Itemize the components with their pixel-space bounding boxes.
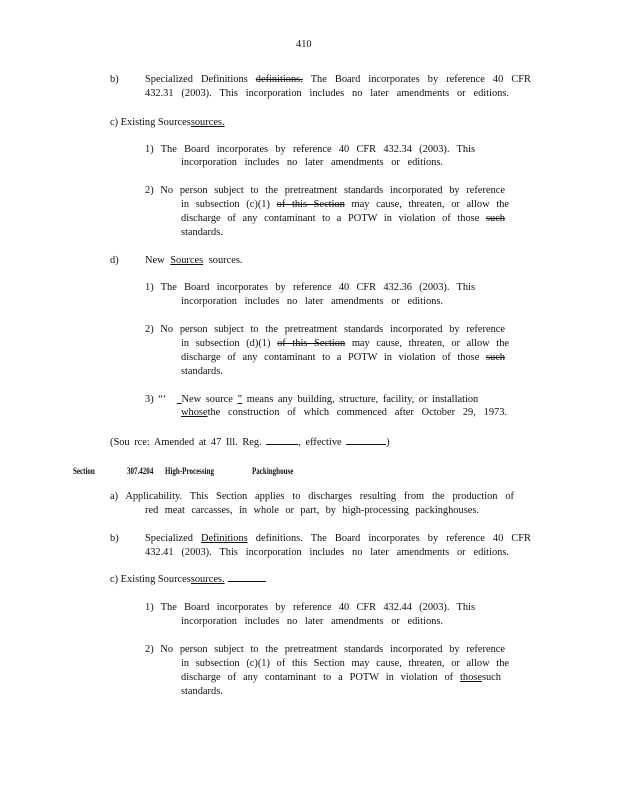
d1-p2-text-b: may cause, threaten, or allow the <box>351 338 510 349</box>
d1-p3-quote-open: 3) “‘ <box>145 394 167 405</box>
b1-line1 <box>145 73 531 87</box>
c1-p2-deleted-such: such <box>485 213 505 224</box>
d1-heading-text-b: sources. <box>208 255 243 266</box>
d1-p2-deleted-text: of this Section <box>277 338 346 349</box>
b1-line2: 432.31 (2003). This incorporation includes no later amendments or editions. <box>145 88 509 99</box>
section-heading-title-a: High-Processing <box>165 466 215 476</box>
b1-label: b) <box>110 74 119 85</box>
section-heading-number: 307.4204 <box>127 466 154 476</box>
page-number: 410 <box>296 39 312 50</box>
d1-heading-inserted: Sources <box>170 255 204 266</box>
c2-p1-line1: 1) The Board incorporates by reference 40 CFR 432.44 (2003). This <box>145 602 475 613</box>
c1-p2-line2 <box>181 198 509 212</box>
d1-p2-deleted-such: such <box>485 352 505 363</box>
c1-p2-text-a: in subsection (c)(1) <box>181 199 270 210</box>
c2-heading-text: c) Existing Sources <box>110 574 191 585</box>
c1-heading <box>110 116 228 130</box>
c2-p2-line4: standards. <box>181 686 223 697</box>
a2-line2: red meat carcasses, in whole or part, by high-processing packinghouses. <box>145 505 479 516</box>
d1-p2-line2 <box>181 337 509 351</box>
source-note-text-a: (Sou rce: Amended at 47 Ill. Reg. <box>110 437 262 448</box>
c1-p1-line2: incorporation includes no later amendments or editions. <box>181 157 443 168</box>
c2-p1-line2: incorporation includes no later amendments or editions. <box>181 616 443 627</box>
d1-p3-inserted-whose: whose <box>181 407 208 418</box>
c2-p2-line3 <box>181 671 501 685</box>
c2-heading-trailing-line <box>228 573 266 582</box>
section-heading-title-b: Packinghouse <box>252 466 294 476</box>
d1-p3-text-b: the construction of which commenced after October 29, 1973. <box>207 407 507 418</box>
c2-p2-line1: 2) No person subject to the pretreatment standards incorporated by reference <box>145 644 505 655</box>
b2-text-a: Specialized <box>145 533 193 544</box>
c1-p2-line1: 2) No person subject to the pretreatment standards incorporated by reference <box>145 185 505 196</box>
d1-p3-line1 <box>145 393 509 407</box>
c2-p2-text-such: such <box>481 672 501 683</box>
c2-p2-text-a: discharge of any contaminant to a POTW in violation of <box>181 672 454 683</box>
c2-heading <box>110 573 266 587</box>
c1-p2-deleted-text: of this Section <box>276 199 345 210</box>
d1-p2-line3 <box>181 351 505 365</box>
b2-line1 <box>145 532 531 546</box>
c1-heading-text: c) Existing Sources <box>110 117 191 128</box>
d1-heading <box>145 254 243 268</box>
d1-p1-line1: 1) The Board incorporates by reference 40 CFR 432.36 (2003). This <box>145 282 475 293</box>
c1-p1-line1: 1) The Board incorporates by reference 40 CFR 432.34 (2003). This <box>145 144 475 155</box>
d1-p2-text-c: discharge of any contaminant to a POTW in violation of those <box>181 352 480 363</box>
c2-p2-line2: in subsection (c)(1) of this Section may cause, threaten, or allow the <box>181 658 509 669</box>
c1-p2-line4: standards. <box>181 227 223 238</box>
a2-line1: a) Applicability. This Section applies to discharges resulting from the production of <box>110 491 514 502</box>
d1-label: d) <box>110 255 119 266</box>
c2-p2-inserted-those: those <box>460 672 482 683</box>
d1-p2-line1: 2) No person subject to the pretreatment standards incorporated by reference <box>145 324 505 335</box>
c2-heading-inserted: sources. <box>190 574 225 585</box>
c1-heading-inserted: sources. <box>190 117 225 128</box>
d1-p3-line2 <box>181 406 507 420</box>
source-note <box>110 434 390 450</box>
c1-p2-line3 <box>181 212 505 226</box>
d1-p3-text: means any building, structure, facility, or installation <box>246 394 479 405</box>
b1-text-b: The Board incorporates by reference 40 CFR <box>310 74 531 85</box>
source-issue-blank <box>266 434 298 445</box>
section-heading-word: Section <box>73 466 95 476</box>
d1-heading-text-a: New <box>145 255 165 266</box>
source-date-blank <box>346 434 386 445</box>
b2-inserted-text: Definitions <box>200 533 248 544</box>
b1-text-a: Specialized Definitions <box>145 74 248 85</box>
b2-label: b) <box>110 533 119 544</box>
c1-p2-text-c: discharge of any contaminant to a POTW in violation of those <box>181 213 480 224</box>
d1-p3-quote-close: ” <box>237 394 243 405</box>
b2-text-b: definitions. The Board incorporates by reference 40 CFR <box>255 533 531 544</box>
d1-p2-text-a: in subsection (d)(1) <box>181 338 271 349</box>
d1-p2-line4: standards. <box>181 366 223 377</box>
source-note-text-c: ) <box>386 437 390 448</box>
b2-line2: 432.41 (2003). This incorporation includes no later amendments or editions. <box>145 547 509 558</box>
d1-p3-defined-term: New source <box>181 394 233 405</box>
d1-p1-line2: incorporation includes no later amendments or editions. <box>181 296 443 307</box>
b1-deleted-text: definitions. <box>255 74 303 85</box>
source-note-text-b: , effective <box>298 437 342 448</box>
c1-p2-text-b: may cause, threaten, or allow the <box>351 199 510 210</box>
